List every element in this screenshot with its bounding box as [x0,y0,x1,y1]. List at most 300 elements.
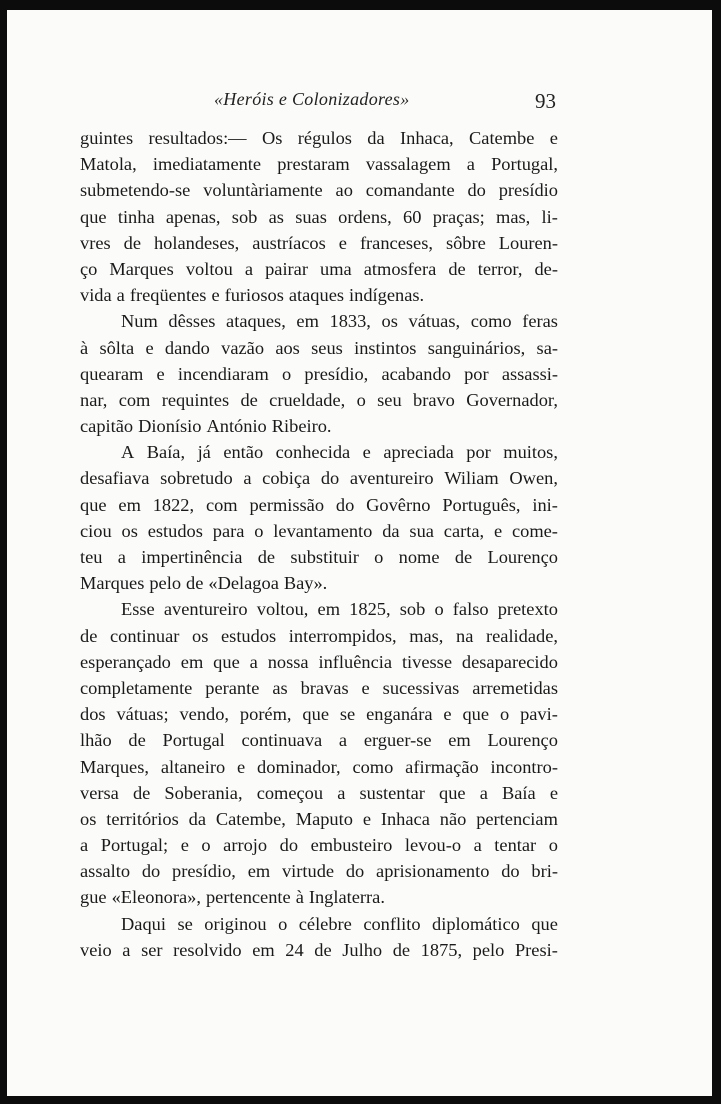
word: o [374,547,384,567]
word: influência [318,651,393,672]
word: de [128,730,146,751]
text-line [80,230,558,256]
word: impertinência [141,547,243,567]
word: Ribeiro. [271,416,332,437]
text-line [80,413,558,439]
word: conhecida [275,442,351,463]
word: bravas [300,677,349,698]
word: régulos [297,128,352,148]
word: Lourenço [487,547,558,567]
word: mas, [409,625,444,646]
word: em [247,861,271,882]
word: perante [205,677,260,698]
word: enganára [366,704,433,725]
text-line [80,911,558,937]
word: o [201,835,211,856]
word: a [466,154,475,175]
word: que [302,704,329,725]
text-line [80,308,558,334]
word: feras [522,311,558,332]
word: as [268,206,284,227]
word: Governador, [466,389,558,410]
word: come- [511,520,558,541]
word: submetendo-se [80,180,191,201]
word: Catembe, [215,808,286,829]
word: ordens, [338,206,392,227]
text-line [80,125,558,151]
word: que [462,704,490,725]
word: e [549,782,558,803]
word: as [272,677,288,698]
word: esperançado [80,651,171,672]
word: Daqui [121,913,166,934]
word: se [177,913,193,934]
word: falso [452,599,489,620]
word: presídio, [172,861,236,882]
word: Marques, [80,756,149,777]
word: por [464,363,489,384]
word: quearam [80,363,144,384]
word: Esse [121,599,155,620]
word: sucessivas [382,677,460,698]
word: os [381,311,398,332]
word: à [295,887,304,908]
text-line [80,518,558,544]
word: Julho [342,939,383,960]
word: voluntàriamente [203,180,323,201]
word: realidade, [486,625,558,646]
word: levantamento [273,520,373,541]
word: e [237,756,246,777]
word: «Eleonora», [111,887,201,908]
word: que [439,782,466,803]
word: de [448,258,466,279]
word: e [549,128,558,148]
word: ini- [532,494,558,515]
word: seu [377,389,402,410]
word: permissão [249,494,325,515]
text-line [80,570,558,596]
word: vazão [221,337,265,358]
word: erguer-se [363,730,432,751]
word: a [244,258,254,279]
word: acabando [381,363,451,384]
word: em [296,311,319,332]
word: que [80,206,107,227]
word: assassi- [501,363,558,384]
word: Dionísio [138,416,202,437]
word: uma [320,258,352,279]
word: incontro- [490,756,558,777]
running-title: «Heróis e Colonizadores» [214,89,410,109]
word: ataques [288,285,345,306]
word: tentar [494,835,537,856]
page-header [7,89,712,123]
text-line [80,177,558,203]
word: o [281,363,292,384]
word: requintes [161,389,230,410]
word: da [382,520,400,541]
word: Baía [501,782,536,803]
word: a [473,835,482,856]
word: do [501,861,520,882]
word: presídio [498,180,558,201]
word: em [180,651,204,672]
word: comandante [365,180,455,201]
word: Os [261,128,283,148]
text-line [80,649,558,675]
text-line [80,727,558,753]
word: veio [80,939,112,960]
text-line [80,596,558,622]
word: e [156,363,165,384]
word: versa [80,782,119,803]
word: Portugal; [100,835,169,856]
word: bri- [531,861,558,882]
word: em [448,730,471,751]
text-line [80,387,558,413]
text-line [80,151,558,177]
word: conflito [363,913,421,934]
word: Catembe [469,128,535,148]
word: instintos [354,337,417,358]
word: estudos [221,625,277,646]
word: Maputo [295,808,353,829]
word: seus [311,337,343,358]
word: ao [335,180,353,201]
word: vendo, [179,704,230,725]
word: António [206,416,267,437]
word: se [339,704,356,725]
word: do [320,468,340,489]
word: voltou [185,258,233,279]
word: franceses, [359,232,433,253]
word: que [80,494,107,515]
word: «Delagoa [208,573,279,594]
text-line [80,439,558,465]
word: resultados:— [148,128,247,148]
word: do [335,494,355,515]
word: Matola, [80,154,137,175]
word: os [121,520,138,541]
word: sa- [536,337,558,358]
word: sua [409,520,434,541]
word: e [361,677,370,698]
word: virtude [281,861,335,882]
word: e [362,808,371,829]
word: de [257,547,276,567]
word: praças; [432,206,485,227]
word: na [456,625,474,646]
word: em [118,494,141,515]
word: já [197,442,211,463]
text-line [80,937,558,963]
body-text [80,125,558,963]
word: não [439,808,467,829]
word: o [356,389,366,410]
word: que [213,651,240,672]
word: sustentar [359,782,425,803]
word: como [352,756,394,777]
word: Portugal, [491,154,558,175]
word: mas, [496,206,531,227]
word: ataques, [226,311,286,332]
word: Wiliam [444,468,499,489]
word: presídio, [304,363,369,384]
text-line [80,335,558,361]
text-line [80,492,558,518]
word: Baía, [146,442,186,463]
word: sôbre [445,232,486,253]
text-line [80,282,558,308]
word: guintes [80,128,134,148]
word: Inhaca [380,808,430,829]
word: territórios [106,808,179,829]
word: e [362,442,371,463]
word: ço [80,258,98,279]
word: sôlta [99,337,135,358]
word: e [145,337,154,358]
word: pelo [149,573,182,594]
word: de- [534,258,558,279]
word: a [337,782,346,803]
word: célebre [298,913,352,934]
word: tivesse [401,651,452,672]
word: dos [80,704,106,725]
word: para [212,520,245,541]
word: a [80,835,89,856]
word: imediatamente [152,154,262,175]
text-line [80,780,558,806]
word: a [249,651,258,672]
word: por [466,442,491,463]
word: com [118,389,151,410]
word: o [499,704,510,725]
word: indígenas. [349,285,425,306]
word: de [240,389,258,410]
word: do [345,861,365,882]
word: sanguinários, [427,337,526,358]
word: incendiaram [177,363,269,384]
word: diplomático [432,913,520,934]
word: pertencente [205,887,291,908]
word: levou-o [404,835,462,856]
text-line [80,806,558,832]
word: a [117,547,126,567]
word: carta, [443,520,485,541]
word: Marques [80,573,145,594]
word: do [279,835,299,856]
word: suas [295,206,327,227]
word: e [211,285,220,306]
word: sobretudo [160,468,233,489]
word: e [493,520,503,541]
word: pairar [265,258,308,279]
text-line [80,754,558,780]
word: arrojo [223,835,268,856]
word: sob [231,206,258,227]
word: austríacos [252,232,326,253]
word: terror, [477,258,523,279]
word: Presi- [514,939,558,960]
word: altaneiro [160,756,226,777]
word: a [243,468,252,489]
word: 1875, [420,939,463,960]
word: cobiça [262,468,311,489]
word: nossa [267,651,309,672]
page-number: 93 [535,89,556,113]
word: pertenciam [476,808,558,829]
text-line [80,465,558,491]
word: prestaram [277,154,350,175]
word: voltou, [256,599,309,620]
word: 24 [285,939,304,960]
word: Inhaca, [400,128,454,148]
word: desafiava [80,468,150,489]
word: à [80,337,89,358]
word: de [454,547,473,567]
word: holandeses, [153,232,240,253]
word: pelo [472,939,505,960]
word: interrompidos, [288,625,397,646]
word: crueldade, [269,389,346,410]
word: do [141,861,161,882]
word: sob [399,599,426,620]
word: Portugal [162,730,225,751]
word: gue [80,887,107,908]
word: e [338,232,347,253]
word: dando [164,337,210,358]
word: substituir [290,547,359,567]
word: e [443,704,452,725]
word: teu [80,547,103,567]
word: muitos, [503,442,558,463]
word: dominador, [257,756,341,777]
word: assalto [80,861,131,882]
word: Bay». [283,573,328,594]
word: o [254,520,264,541]
word: vátuas; [116,704,169,725]
word: em [252,939,275,960]
word: a [122,939,131,960]
text-line [80,884,558,910]
word: os [192,625,209,646]
text-line [80,361,558,387]
word: atmosfera [363,258,437,279]
word: freqüentes [129,285,207,306]
word: resolvido [173,939,242,960]
word: o [278,913,288,934]
word: Soberania, [164,782,243,803]
word: 60 [403,206,422,227]
word: de [123,232,141,253]
word: e [180,835,189,856]
word: nar, [80,389,108,410]
word: como [470,311,512,332]
word: do [467,180,486,201]
word: pavi- [520,704,558,725]
word: Louren- [498,232,558,253]
word: afirmação [405,756,479,777]
text-line [80,701,558,727]
word: A [121,442,135,463]
word: 1822, [152,494,195,515]
text-line [80,675,558,701]
word: apreciada [383,442,454,463]
word: Lourenço [487,730,558,751]
word: Owen, [509,468,558,489]
word: Num [121,311,158,332]
word: dêsses [168,311,216,332]
word: pretexto [497,599,558,620]
word: a [338,730,348,751]
word: continuar [109,625,180,646]
word: completamente [80,677,193,698]
word: o [434,599,444,620]
word: Português, [442,494,521,515]
word: aventureiro [163,599,248,620]
word: continuava [241,730,323,751]
word: começou [256,782,324,803]
word: arremetidas [472,677,558,698]
word: aprisionamento [376,861,490,882]
text-line [80,204,558,230]
word: vátuas, [408,311,461,332]
word: aos [275,337,300,358]
word: de [314,939,332,960]
word: apenas, [165,206,221,227]
word: capitão [80,416,134,437]
word: os [80,808,97,829]
word: a [479,782,488,803]
word: de [392,939,411,960]
word: de [132,782,151,803]
text-line [80,256,558,282]
book-page [7,10,712,1096]
word: nome [398,547,440,567]
text-line [80,544,558,570]
word: a [116,285,125,306]
word: da [367,128,385,148]
word: então [223,442,264,463]
word: 1833, [329,311,371,332]
word: de [80,625,98,646]
word: originou [204,913,267,934]
word: desaparecido [461,651,558,672]
word: aventureiro [349,468,434,489]
word: embusteiro [310,835,393,856]
text-line [80,858,558,884]
word: Govêrno [366,494,431,515]
word: Marques [109,258,174,279]
word: estudos [147,520,203,541]
word: ciou [80,520,112,541]
word: o [548,835,558,856]
word: Inglaterra. [308,887,385,908]
word: bravo [413,389,455,410]
word: lhão [80,730,112,751]
word: porém, [239,704,292,725]
word: tinha [117,206,155,227]
word: em [317,599,341,620]
word: ser [141,939,163,960]
word: vres [80,232,111,253]
word: da [188,808,206,829]
word: de [186,573,204,594]
word: li- [541,206,558,227]
word: furiosos [224,285,284,306]
text-line [80,832,558,858]
